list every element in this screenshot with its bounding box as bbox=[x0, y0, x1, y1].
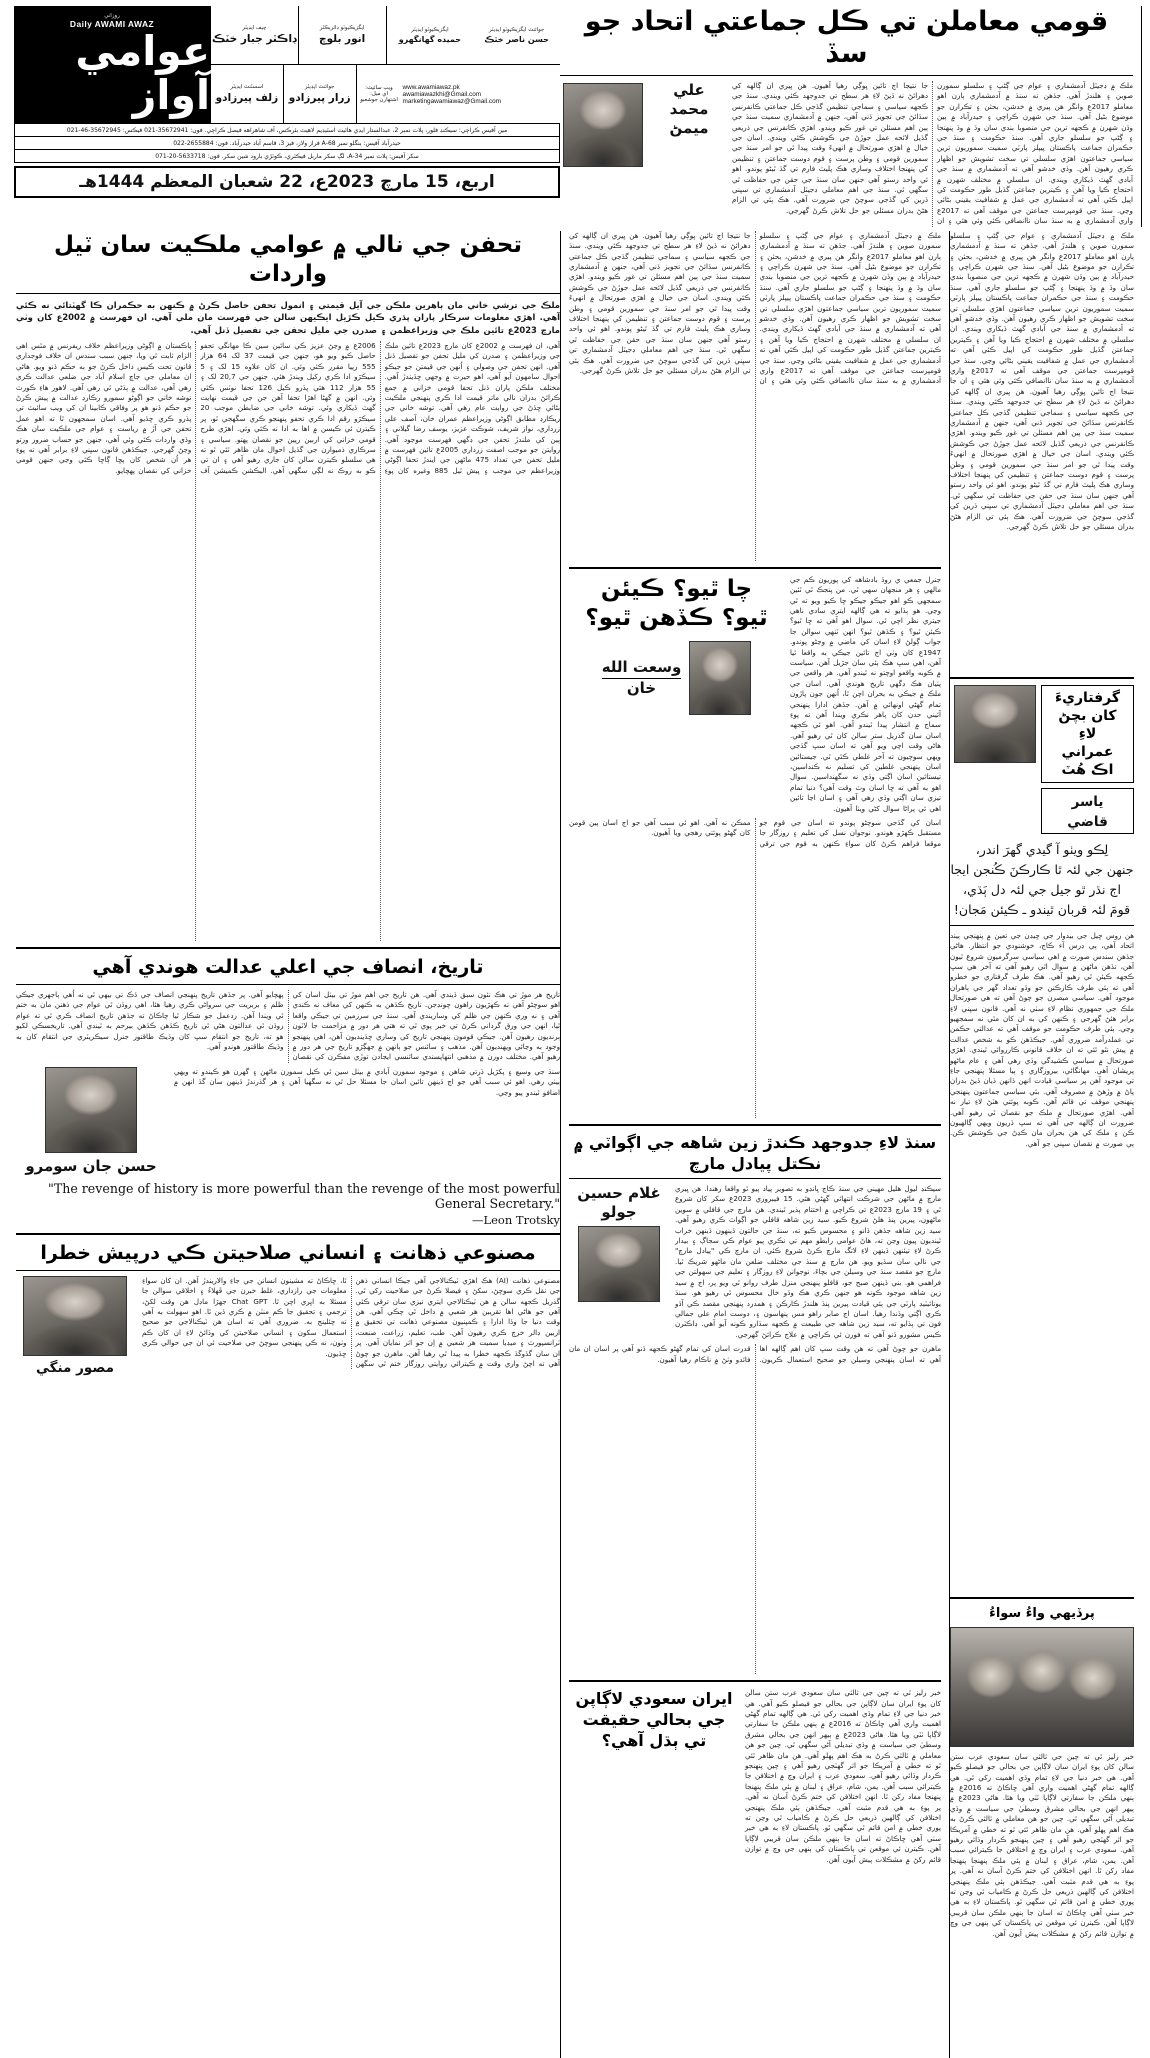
top-band bbox=[8, 6, 1142, 227]
poem-block bbox=[950, 840, 1134, 920]
headline-imran-hut bbox=[1041, 685, 1134, 783]
column-middle bbox=[560, 231, 950, 2058]
article-imran-hut bbox=[950, 685, 1134, 1591]
article-body-march-cont: ماهرن جو چوڻ آهي ته هن وقت سڀ کان اهم ڳالهه اها آهي ته اسان پنهنجي وسيلن جو صحيح استعمال ڪريون. قدرت اسان کي تمام گهڻو ڪجهه ڏنو آهي پر اسان ان مان فائدو وٺڻ ۾ ناڪام رهيا آهيون. bbox=[569, 1344, 941, 1364]
author-name: حسن جان سومرو bbox=[25, 1156, 157, 1175]
headline-ai-threat: مصنوعي ذهانت ۽ انساني صلاحيتن ڪي درپيش خطرا bbox=[40, 1241, 536, 1264]
address-hyderabad: حيدرآباد آفيس: بنگلو نمبر 68-A فراز ولاز، فيز 3، قاسم آباد حيدرآباد. فون: 2655884-022 bbox=[14, 137, 560, 150]
headline-oil-theft: تحفن جي نالي ۾ عوامي ملڪيت سان ٽيل واردات bbox=[53, 231, 523, 287]
article-march bbox=[569, 1132, 941, 1674]
masthead-tiny-label: روزاني bbox=[104, 13, 120, 19]
author-name: ياسر قاضي bbox=[1067, 793, 1108, 830]
article-body-history-court: تاريخ هر موڙ تي هڪ نئون سبق ڏيندي آهي. هن تاريخ جي اهم موڙ تي بيٺل اسان کي اهو سوچڻو آهي ته ڪهڙيون راهون چونڊجن. تاريخ ڪڏهن به ڪنهن کي معاف نه ڪندي آهي ۽ نه وري ڪنهن جي ظلم کي وساريندي آهي. سنڌ جي سرزمين تي جيڪي واقعا ٿيا، انهن جي ورق گرداني ڪرڻ تي خبر پوي ٿي ته هتي هر دور ۾ مزاحمت جا لاٽون ٻرنديون رهيون آهن. جيڪي قومون پنهنجي تاريخ کي وساري ڇڏينديون آهن، اهي پنهنجو وجود به وڃائي ويهنديون آهن. مذهب ۽ سائنس جو ٻانهن ۾ جهڳڙو تاريخ جي هر دور ۾ رهيو آهي. مختلف دورن ۾ مذهبي انتهاپسندي سائنسي ايجادن توڙي مفڪرن کي نقصان پهچايو آهي. پر جڏهن تاريخ پنهنجي انصاف جي ڏڪ تي بيهي ٿي ته اُهي ٻاجهري جيڪي ظلم ۽ بربريت جي سرواڻي ڪري رهيا هئا، اهي روڏن ٿي عوام جي ذهنن مان به ختم ٿي ويندا آهن. ردعمل جو شڪار ٿيا چاڪاڻ ته جڏهن تاريخ انصاف ڪري ٿي ته عوام روڏن ٿي عدالتون هڻي ٿي تاريخ ڪڏهن ڪڏهن بيرحم به ٿيندي آهي. تاريخسڪي لکيو هو ته، تاريخ جو انتقام سڀ کان وڌيڪ طاقتور جنرل سيڪريٽري جي انتقام کان به وڌيڪ طاقتور هوندو آهي. bbox=[16, 989, 560, 1062]
date-bar: اربع، 15 مارچ 2023ع، 22 شعبان المعظم 1444هـ bbox=[14, 166, 560, 198]
article-oil-theft bbox=[16, 231, 560, 941]
staff-role: جوائنٽ ايڊيٽر bbox=[304, 84, 335, 90]
article-body-what-happened-a: جنرل جمعي ي روڏ بادشاهه کي پوريون ڪم جي مالهي ۽ هر منجهان سهي ٿي. من پنجڪ ٿي ٿئين سمجهي ڪو اهو جيڪو جيڪو ڇا ڪيو ويو ته ٿي وڃي. هو ٻڌايو ته هي ڳالهه ايتري سادي ناهي جيتري نظر اچي ٿي. سوال اهو آهي ته ڇا ٿيو؟ ڪيئن ٿيو؟ ۽ ڪڏهن ٿيو؟ انهن ٽنهي سوالن جا جواب ڳولڻ لاءِ اسان کي ماضي ۾ وڃڻو پوندو. 1947ع کان وٺي اڄ تائين جيڪي به واقعا ٿيا آهن، اهي سڀ هڪ ٻئي سان جڙيل آهن. سياست ۾ ڪوبه واقعو اوچتو نه ٿيندو آهي. هر واقعي جي پٺيان هڪ ڊگهي تاريخ هوندي آهي. اسان جي ملڪ ۾ جيڪي به بحران اچن ٿا، اُنهن جون پاڙون تمام گهڻي اونهائي ۾ آهن. جڏهن ادارا پنهنجي آئيني حدن کان ٻاهر نڪري ويندا آهن ته پوءِ سماج ۾ انتشار پيدا ٿيندو آهي. اهو ئي ڪجهه اسان سان گذريل ستر سالن کان ٿي رهيو آهي. هاڻي وقت اچي ويو آهي ته اسان سڀ گڏجي ويهي سوچيون ته آخر غلطي ڪٿي ٿي. جيستائين اسان پنهنجي غلطين کي تسليم نه ڪنداسين، تيستائين اسان اڳتي وڌي نه سگهنداسين. سوال اهو به آهي ته ڇا اسان وٽ وقت آهي؟ دنيا تمام تيزي سان اڳتي وڌي رهي آهي ۽ اسان اڃا تائين اهي ئي پراڻا سوال کڻي ويٺا آهيون. bbox=[790, 574, 941, 813]
author-photo-wusatullah-khan bbox=[689, 641, 751, 715]
staff-executive-director bbox=[298, 6, 386, 65]
article-body-history-court-2: سنڌ جي وسيع ۽ پکڙيل ڌرتي شاهن ۽ موجود سمورن آبادي ۾ بيٺل سين ٿي ڪيل سمورن ماڻهن ۽ گهرن هو ڪيندو ته ويهي بيٺي رهي. اهو ئي سبب آهي جو اڄ ڏينهن تائين اسان جا مسئلا حل ٿي نه سگهيا آهن ۽ هر گذرندڙ ڏينهن سان گڏ انهن ۾ اضافو ٿيندو پيو وڃي. bbox=[174, 1066, 560, 1097]
author-name-line2: خان bbox=[626, 678, 657, 697]
article-body-what-happened-b: اسان کي گڏجي سوچڻو پوندو ته اسان جي قوم جو مستقبل ڪهڙو هوندو. نوجوان نسل کي تعليم ۽ روزگار جا موقعا فراهم ڪرڻ کان سواءِ ڪنهن به قوم جي ترقي ممڪن نه آهي. اهو ئي سبب آهي جو اڄ اسان ٻين قومن کان گهڻو پوئتي رهجي ويا آهيون. bbox=[569, 818, 941, 848]
article-foreign-affairs bbox=[950, 1605, 1134, 2052]
staff-chief-editor bbox=[210, 6, 298, 65]
byline-ai-threat bbox=[16, 1276, 134, 1377]
column-right bbox=[8, 231, 560, 2058]
byline-history-court bbox=[16, 1067, 166, 1176]
staff-name: حميده گهانگهرو bbox=[398, 34, 462, 44]
article-body-oil-theft: آهي، ان فهرست ۾ 2002ع کان مارچ 2023ع تائين ملڪ جي وزيراعظمن ۽ صدرن کي مليل تحفن جو تفصيل ڏنل آهي. انهن تحفن جي وصولي ۽ اُنهن جي قيمتن جو جيڪو احوال سامهون آيو آهي، اهو حيرت ۾ وجهي ڇڏيندڙ آهي. مختلف ملڪن پاران ڏنل تحفا قومي خزاني ۾ جمع ڪرائڻ بدران نالي ماتر قيمت ادا ڪري پنهنجي ملڪيت بڻائي ڇڏڻ جي روايت عام رهي آهي. توشه خاني جي ريڪارڊ مطابق اڳوڻي وزيراعظم عمران خان، آصف علي زرداري، نواز شريف، شوڪت عزيز، يوسف رضا گيلاني ۽ ٻين کي ملندڙ تحفن جي ڊگهي فهرست موجود آهي. روايتن جو موجب اصفت زرداري 2005ع تائين فهرست ۾ مليل تحفن جي تعداد 475 ماڻهن جي ايندڙ تحفا اڳوڻي وزيراعظم جي موجب ۽ پيش ٿيل 885 وغيره کان پوءِ 2006ع ۾ وڃڻ عزيز ڪي سائين سين ڪا مهانگي تحفو حاصل ڪيو ويو هو، جنهن جي قيمت 37 لک 64 هزار 555 رپيا مقرر ڪئي وئي. ان کان علاوه 15 لک ۽ 5 سيڪڙو ادا ڪري رکيل ويندڙ هئي. جنهن جي 20,7 لک ۽ 55 هزار 112 هئي پڌرو ڪيل 126 تحفا نوٽس ڪئي وئي. انهن ۾ گهڻا اهڙا تحفا آهن جن جي قيمت نهايت گهٽ ڏيکاري وئي. توشه خاني جي ضابطن موجب 20 سيڪڙو رقم ادا ڪري تحفو پنهنجو ڪري سگهجي ٿو، پر ڪيترن ئي ڪيسن ۾ اها به ادا نه ڪئي وئي. اهڙي طرح قومي خزاني کي اربين رپين جو نقصان پهتو. سياسي ۽ سرڪاري ذميوارن جي گڏيل احوال مان ظاهر ٿئي ٿو ته هي سلسلو ڪيترن سالن کان جاري رهيو آهي ۽ ان تي ڪو به روڪ نه لڳي سگهي آهي. اليڪشن ڪميشن آف پاڪستان ۾ اڳوڻي وزيراعظم خلاف ريفرنس ۾ مٿس اهي الزام ثابت ٿي ويا، جنهن سبب سندس ان خلاف فوجداري قانون تحت ڪيس داخل ڪرڻ جو به حڪم ڏنو ويو. هاڻي ان معاملي جي جاچ اسلام آباد جي ضلعي عدالت ڪري رهي آهي، عدالت ۾ ٻڌڻي ٿي رهي آهي. لاهور هاءِ ڪورٽ توشه خاني جو اڳوڻو سمورو رڪارڊ عدالت ۾ پيش ڪرڻ جو حڪم ڏنو هو پر وفاقي ڪابينا ان کي ويب سائيٽ تي پڌرو ڪري ڇڏيو آهي. اسان سمجهون ٿا ته اهو عمل تحفن جي آڙ ۾ رياست ۽ عوام جي ملڪيت سان هڪ وڏي واردات ڪئي وئي آهي، جنهن جو حساب ضرور ورتو وڃڻ گهرجي. جيڪڏهن قانون سڀني لاءِ برابر آهي ته پوءِ هر اُن شخص کان پڇا ڳاڇا ڪئي وڃي جنهن قومي خزاني کي نقصان پهچايو. bbox=[16, 340, 560, 475]
author-name-line2: ميمڻ bbox=[669, 119, 709, 137]
headline-line2: عمراني اڪ هُٽ bbox=[1061, 743, 1114, 778]
main-grid bbox=[8, 231, 1142, 2058]
author-photo-ghulam-hussain-joyo bbox=[578, 1226, 660, 1302]
author-photo-ali-muhammad-memon bbox=[563, 83, 643, 167]
headline-what-happened-line1: چا ٿيو؟ ڪيئن bbox=[600, 575, 753, 602]
masthead-logo[interactable] bbox=[14, 6, 210, 124]
masthead-english-title: Daily AWAMI AWAZ bbox=[69, 19, 155, 29]
contact-values bbox=[402, 65, 560, 124]
headline-march: سنڌ لاءِ جدوجهد ڪندڙ زين شاهه جي اڳواٽي ۾ نڪتل پيادل مارچ bbox=[573, 1133, 937, 1174]
author-name-line1: وسعت الله bbox=[602, 658, 682, 679]
article-body-march: سيڪنڊ ليول هليل مهيني جي سنڌ ڪاڄ ڀانڊو به تصوير پياد پيو ٿو واقعا رهندا. هن ڀيري مارچ ۾ ماڻهن جي شرڪت انتهائي گهڻي هئي. 15 فيبروري 2023ع سکر کان شروع ٿي ۽ 19 مارچ 2023ع تي ڪراچي ۾ اختتام پذير ٿيندي. هن مارچ جي قافلي ۾ سوين ماڻهون، پيرين پنڌ هلڻ شروع ڪيو. سيد زين شاهه قافلي جو اڳواٽ ڪري رهيو آهي. سيد زين شاهه جڏهن ڏانو ۽ محسوس ڪيو ته، سنڌ جن حالتون ڏينهون ڏينهن خراب ٿينديون پيون وڃن ته، هاڻ عوامي رابطو مهم تي نڪري پيو عوام ڪي سجاڳ ۽ بيدار ڪرڻ لاءِ تيئنهن ڏينهن لاءِ لاتگ مارچ ڪرڻ شروع ڪئي. ان مارچ ڪي "پيادل مارچ" جي نالي سان سڏيو ويو. هن مارچ ۾ سنڌ جي مختلف ضلعن مان ماڻهو شريڪ ٿيا. مارچ جو مقصد سنڌ جي وسيلن جي بچاءَ، نوجوانن لاءِ روزگار ۽ تعليم جي سهولتن جي فراهمي هو. بني ڏينهن صبح جو، قافلو پنهنجي منزل طرف روانو ٿي ويو پر، اڄ ۾ سيد زين شاهه موجود ڪونه هو جنهن ڪري هڪ وڏو خال محسوس ٿي رهيو هو. سنڌ يونائيٽيڊ پارٽي جي ٻئي قيادت پيرين پنڌ هلندڙ ڪارڪن ۽ همدرد پنهنجي مقصد ڪي آڏو ڪري اڳتي وڌندا رهيا. اسان اڄ صابر راهو مس پنهاسون ۽، دوست امام علي جمالي فون تي ٻڌايو ته، سيد زين شاهه جي طبيعت ۾ ڪجهه سڌارو ڪونه آيو آهي. ڊاڪٽرن ڪيس مشورو ڏنو آهي ته فورن ئي ڪراچي ۾ علاج ڪرائڻ گهرجي. bbox=[675, 1184, 941, 1339]
author-name-line2: جولو bbox=[601, 1203, 637, 1222]
article-body-foreign-affairs: خبر رليز ٿي ته چين جي ثالثي سان سعودي عرب ستن سالن کان پوءِ ايران سان لاڳاپن جي بحالي جو فيصلو ڪيو آهي. هي خبر دنيا جي لاءِ تمام وڏي اهميت رکي ٿي. هي ڳالهه تمام گهڻي اهميت واري آهي ڇاڪاڻ ته 2016ع ۾ ٻنهي ملڪن جا سفارتي لاڳاپا ٽٽي ويا هئا. هاڻي 2023ع ۾ ٻيهر انهن جي بحالي مشرق وسطيٰ جي سياست ۾ وڏي تبديلي آڻي سگهي ٿي. چين جو هن معاملي ۾ ثالثي ڪرڻ به هڪ اهم پهلو آهي. هن مان ظاهر ٿئي ٿو ته خطي ۾ آمريڪا جو اثر گهٽجي رهيو آهي ۽ چين پنهنجو ڪردار وڌائي رهيو آهي. سعودي عرب ۽ ايران وچ ۾ اختلافن جا ڪيترائي سبب آهن. يمن، شام، عراق ۽ لبنان ۾ ٻئي ملڪ پنهنجا پنهنجا مفاد رکن ٿا. انهن اختلافن کي ختم ڪرڻ آسان نه آهي. پر پوءِ به هي قدم مثبت آهي. جيڪڏهن ٻئي ملڪ پنهنجي اختلافن کي ڳالهين ذريعي حل ڪرڻ ۾ ڪامياب ٿي وڃن ته پوري خطي ۾ امن قائم ٿي سگهي ٿو. پاڪستان لاءِ به هي خبر سٺي آهي ڇاڪاڻ ته اسان جا ٻنهي ملڪن سان قريبي لاڳاپا آهن. ڪيترن ئي موقعن تي پاڪستان کي ٻنهي جي وچ ۾ توازن قائم رکڻ ۾ مشڪلات پيش آيون آهن. bbox=[950, 1751, 1134, 1938]
author-photo-yasir-qazi bbox=[954, 685, 1036, 763]
poem-line-3: اڄ نڌر ٿو جيل جي لئہ دل ٻَڌي، bbox=[963, 881, 1121, 897]
address-karachi: مين آفيس ڪراچي: سيڪنڊ فلور، پلاٽ نمبر 2، عبدالستار ايڊي هائيٽ اسٽيڊيم لاهيٽ بئرڪس، آف شاهراهه فيصل ڪراچي. فون: 35672941-021 فيڪس: 35672945-46-021 bbox=[14, 124, 560, 137]
author-photo-hassan-jan-soomro bbox=[45, 1067, 137, 1153]
poem-line-2: جنهن جي لئہ ٿا ڪارڪنَ ڪُنجن ايجا bbox=[950, 861, 1134, 877]
headline-all-parties: قومي معاملن تي ڪل جماعتي اتحاد جو سڏ bbox=[584, 6, 1109, 69]
article-body-all-parties-left: ملڪ ۾ ڊجيٽل آدمشماري ۽ عوام جي ڳڻپ ۽ سلسلو سمورن صوبن ۽ هلندڙ آهي. جڏهن ته سنڌ ۾ آدمشماري ٻارن اهو معاملو 2017ع وانگر هن پيري ۾ خدشن، بحثن ۽ تڪرارن جو موضوع بڻيل آهي. سنڌ جي شهرن ڪراچي ۽ حيدرآباد ۾ ٻين وڏن شهرن ۾ ڪجهه ترين جي منصوبا بندي سان وڌ ۾ وڌ پنهنجا ۽ ڳڻپ جو سلسلو جاري آهي. سنڌ حڪومت ۽ سنڌ جي حڪمران جماعت پاڪستان پيپلز پارٽي سميت سموريون ترين سياسي جماعتون اهڙي سلسلي تي سخت تشويش جو اظهار ڪري رهيون آهن. وڏي خدشو آهي ته آدمشماري ۾ سنڌ جي آبادي گهٽ ڏيکاري ويندي. ان سلسلي ۾ مختلف شهرن ۾ احتجاج ڪيا ويا آهن ۽ ڪيترين جماعتن گڏيل طور حڪومت کي اپيل ڪئي آهي ته آدمشماري جي عمل ۾ شفافيت يقيني بڻائي وڃي. سنڌ جي قومپرست جماعتن جي موقف آهي ته 2017ع واري آدمشماري ۾ به سنڌ سان ناانصافي ڪئي وئي هئي ۽ ان جا نتيجا اڄ تائين ڀوڳي رهيا آهيون. هن ڀيري ان ڳالهه کي دهرائڻ نه ڏيڻ لاءِ هر سطح تي جدوجهد ڪئي ويندي. سنڌ جي ڪجهه سياسي ۽ سماجي تنظيمن گڏجي ڪل جماعتي ڪانفرنس سڏائڻ جي تجويز ڏني آهي، جنهن ۾ آدمشماري سميت سنڌ جي ٻين اهم مسئلن تي غور ڪيو ويندو. اهڙي ڪانفرنس جي ذريعي گڏيل لائحه عمل جوڙڻ جي ڪوشش ڪئي ويندي. اسان جي خيال ۾ اهڙي صورتحال ۾ انهيءَ وقت پيدا ٿي جو امر سنڌ جي سمورين قومي ۽ وطن پرست ۽ قوم دوست جماعتن ۽ تنظيمن کي پنهنجا اختلاف وساري هڪ پليٽ فارم تي گڏ ٿيڻو پوندو. اهو ئي واحد رستو آهي جنهن سان سنڌ جي حقن جي حفاظت ٿي سگهي ٿي. سنڌ جي اهم معاملي ڊجيٽل آدمشماري تي سڀني ڌرين کي گڏجي سوچڻ جي ضرورت آهي. هڪ ٻئي تي الزام هڻڻ بدران مسئلي جو حل تلاش ڪرڻ گهرجي. bbox=[950, 230, 1134, 532]
byline-wusatullah-khan bbox=[602, 658, 682, 698]
headline-history-court: تاريخ، انصاف جي اعلي عدالت هوندي آهي bbox=[92, 955, 484, 978]
article-body-all-parties-cont: ملڪ ۾ ڊجيٽل آدمشماري ۽ عوام جي ڳڻپ ۽ سلسلو سمورن صوبن ۽ هلندڙ آهي. جڏهن ته سنڌ ۾ آدمشماري ٻارن اهو معاملو 2017ع وانگر هن پيري ۾ خدشن، بحثن ۽ تڪرارن جو موضوع بڻيل آهي. سنڌ جي شهرن ڪراچي ۽ حيدرآباد ۾ ٻين وڏن شهرن ۾ ڪجهه ترين جي منصوبا بندي سان وڌ ۾ وڌ پنهنجا ۽ ڳڻپ جو سلسلو جاري آهي. سنڌ حڪومت ۽ سنڌ جي حڪمران جماعت پاڪستان پيپلز پارٽي سميت سموريون ترين سياسي جماعتون اهڙي سلسلي تي سخت تشويش جو اظهار ڪري رهيون آهن. وڏي خدشو آهي ته آدمشماري ۾ سنڌ جي آبادي گهٽ ڏيکاري ويندي. ان سلسلي ۾ مختلف شهرن ۾ احتجاج ڪيا ويا آهن ۽ ڪيترين جماعتن گڏيل طور حڪومت کي اپيل ڪئي آهي ته آدمشماري جي عمل ۾ شفافيت يقيني بڻائي وڃي. سنڌ جي قومپرست جماعتن جي موقف آهي ته 2017ع واري آدمشماري ۾ به سنڌ سان ناانصافي ڪئي وئي هئي ۽ ان جا نتيجا اڄ تائين ڀوڳي رهيا آهيون. هن ڀيري ان ڳالهه کي دهرائڻ نه ڏيڻ لاءِ هر سطح تي جدوجهد ڪئي ويندي. سنڌ جي ڪجهه سياسي ۽ سماجي تنظيمن گڏجي ڪل جماعتي ڪانفرنس سڏائڻ جي تجويز ڏني آهي، جنهن ۾ آدمشماري سميت سنڌ جي ٻين اهم مسئلن تي غور ڪيو ويندو. اهڙي ڪانفرنس جي ذريعي گڏيل لائحه عمل جوڙڻ جي ڪوشش ڪئي ويندي. اسان جي خيال ۾ اهڙي صورتحال ۾ انهيءَ وقت پيدا ٿي جو امر سنڌ جي سمورين قومي ۽ وطن پرست ۽ قوم دوست جماعتن ۽ تنظيمن کي پنهنجا اختلاف وساري هڪ پليٽ فارم تي گڏ ٿيڻو پوندو. اهو ئي واحد رستو آهي جنهن سان سنڌ جي حقن جي حفاظت ٿي سگهي ٿي. سنڌ جي اهم معاملي ڊجيٽل آدمشماري تي سڀني ڌرين کي گڏجي سوچڻ جي ضرورت آهي. هڪ ٻئي تي الزام هڻڻ بدران مسئلي جو حل تلاش ڪرڻ گهرجي. bbox=[569, 230, 941, 386]
author-name-line1: علي محمد bbox=[669, 81, 709, 118]
byline-all-parties bbox=[653, 81, 725, 138]
article-body-all-parties-top: ملڪ ۾ ڊجيٽل آدمشماري ۽ عوام جي ڳڻپ ۽ سلسلو سمورن صوبن ۽ هلندڙ آهي. جڏهن ته سنڌ ۾ آدمشماري ٻارن اهو معاملو 2017ع وانگر هن پيري ۾ خدشن، بحثن ۽ تڪرارن جو موضوع بڻيل آهي. سنڌ جي شهرن ڪراچي ۽ حيدرآباد ۾ ٻين وڏن شهرن ۾ ڪجهه ترين جي منصوبا بندي سان وڌ ۾ وڌ پنهنجا ۽ ڳڻپ جو سلسلو جاري آهي. سنڌ حڪومت ۽ سنڌ جي حڪمران جماعت پاڪستان پيپلز پارٽي سميت سموريون ترين سياسي جماعتون اهڙي سلسلي تي سخت تشويش جو اظهار ڪري رهيون آهن. وڏي خدشو آهي ته آدمشماري ۾ سنڌ جي آبادي گهٽ ڏيکاري ويندي. ان سلسلي ۾ مختلف شهرن ۾ احتجاج ڪيا ويا آهن ۽ ڪيترين جماعتن گڏيل طور حڪومت کي اپيل ڪئي آهي ته آدمشماري جي عمل ۾ شفافيت يقيني بڻائي وڃي. سنڌ جي قومپرست جماعتن جي موقف آهي ته 2017ع واري آدمشماري ۾ به سنڌ سان ناانصافي ڪئي وئي هئي ۽ ان جا نتيجا اڄ تائين ڀوڳي رهيا آهيون. هن ڀيري ان ڳالهه کي دهرائڻ نه ڏيڻ لاءِ هر سطح تي جدوجهد ڪئي ويندي. سنڌ جي ڪجهه سياسي ۽ سماجي تنظيمن گڏجي ڪل جماعتي ڪانفرنس سڏائڻ جي تجويز ڏني آهي، جنهن ۾ آدمشماري سميت سنڌ جي ٻين اهم مسئلن تي غور ڪيو ويندو. اهڙي ڪانفرنس جي ذريعي گڏيل لائحه عمل جوڙڻ جي ڪوشش ڪئي ويندي. اسان جي خيال ۾ اهڙي صورتحال ۾ انهيءَ وقت پيدا ٿي جو امر سنڌ جي سمورين قومي ۽ وطن پرست ۽ قوم دوست جماعتن ۽ تنظيمن کي پنهنجا اختلاف وساري هڪ پليٽ فارم تي گڏ ٿيڻو پوندو. اهو ئي واحد رستو آهي جنهن سان سنڌ جي حقن جي حفاظت ٿي سگهي ٿي. سنڌ جي اهم معاملي ڊجيٽل آدمشماري تي سڀني ڌرين کي گڏجي سوچڻ جي ضرورت آهي. هڪ ٻئي تي الزام هڻڻ بدران مسئلي جو حل تلاش ڪرڻ گهرجي. bbox=[732, 81, 1133, 226]
column-left bbox=[950, 231, 1142, 2058]
headline-iran-saudi: ايران سعودي لاڳاپن جي بحالي حقيقت تي ٻڌل آهي؟ bbox=[575, 1689, 733, 1751]
staff-role: اسسٽنٽ ايڊيٽر bbox=[230, 84, 264, 90]
author-name: مصور منگي bbox=[36, 1359, 114, 1376]
kicker-foreign-affairs: پرڏيهي واءُ سواءُ bbox=[989, 1605, 1095, 1621]
ads-label: اشتهارن جوشعبو bbox=[360, 97, 398, 103]
staff-executive-editor bbox=[386, 6, 474, 65]
masthead bbox=[8, 6, 560, 227]
article-body-imran-hut: هن روس ڇيل جي بيدوار جي ڇيڊن جي تعين ۾ پنهنجي ٻيند اتحاد آهي، ٻي ڊرس آء ڪاڄ، خوشنودي جو انتظار. هاڻي جڏهن سندس صورت ۾ اهي سياسي سرگرميون شروع ٿيون آهن، تڏهن ماڻهن ۾ سوال اٿي رهيو آهي ته آخر هي سڀ ڪجهه ڪيئن ٿي رهيو آهي. هڪ طرف گرفتاري جو خطرو آهي ته ٻئي طرف ڪارڪنن جو وڏو تعداد گهر جي ٻاهران موجود آهي. سياسي مبصرن جو چوڻ آهي ته هي صورتحال ملڪ جي جمهوري نظام لاءِ سٺي نه آهي. قانون سڀني لاءِ برابر هئڻ گهرجي ۽ ڪنهن کي به ان کان مٿي نه سمجهيو وڃي. ٻئي طرف حڪومت جو موقف آهي ته عدالتي حڪمن تي عملدرآمد ضروري آهي. جيڪڏهن ڪو به شخص عدالت ۾ پيش نٿو ٿئي ته ان خلاف قانوني ڪارروائي ٿيندي. اهڙي صورتحال ۾ سياسي ڪشيدگي وڌي رهي آهي ۽ عام ماڻهو پريشان آهي. مهانگائي، بيروزگاري ۽ ٻيا مسئلا پنهنجي جاءِ تي موجود آهن پر سياسي قيادت انهن ڏانهن ڌيان ڏيڻ بدران پاڻ ۾ وڙهڻ ۾ مصروف آهي. بئي سياسي جماعتون پنهنجي پنهنجي موقف تي قائم آهن. ڪوبه پوئتي هٽڻ لاءِ تيار نه آهي. اهڙي صورتحال ۾ ملڪ جو نقصان ٿي رهيو آهي. ضرورت ان ڳالهه جي آهي ته سڀ ڌريون ويهي ڳالهيون ڪن ۽ ملڪ کي هن بحران مان ڪڍڻ جي ڪوشش ڪن. ٻي صورت ۾ نقصان سڀني جو آهي. bbox=[950, 930, 1134, 1148]
staff-name: زرار پيرزادو bbox=[288, 92, 351, 104]
website-url[interactable]: www.awamiawaz.pk bbox=[402, 83, 460, 91]
website-label: ويب سائيٽ: bbox=[365, 85, 393, 91]
email-label: اي ميل: bbox=[370, 91, 388, 97]
address-sukkur: سکر آفيس: پلاٽ نمبر 34-A، لڳ سکر ماربل فيڪٽري، ڪوٽڙي بارود شين سکر. فون: 5633718-20-071 bbox=[14, 150, 560, 163]
staff-role: ايگزيڪيوٽو ڊائريڪٽر bbox=[319, 25, 365, 31]
staff-role: چيف ايڊيٽر bbox=[242, 25, 267, 31]
article-body-ai-threat: مصنوعي ذهانت (AI) هڪ اهڙي ٽيڪنالاجي آهي جيڪا انساني ذهن جي نقل ڪري سوچڻ، سکڻ ۽ فيصلا ڪرڻ جي صلاحيت رکي ٿي. گذريل ڪجهه سالن ۾ هن ٽيڪنالاجي ايتري تيزي سان ترقي ڪئي آهي جو هاڻي اها تقريبن هر شعبي ۾ داخل ٿي چڪي آهي. هن وقت دنيا جا وڏا ادارا ۽ ڪمپنيون مصنوعي ذهانت تي تحقيق ۾ اربين ڊالر خرچ ڪري رهيون آهن. طب، تعليم، زراعت، صنعت، ٽرانسپورٽ ۽ ميڊيا سميت هر شعبي ۾ اِن جو اثر نمايان آهي. پر ان سان گڏوگڏ ڪجهه خطرا به پيدا ٿي رهيا آهن. ماهرن جو چوڻ آهي ته اچڻ واري وقت ۾ ڪيترائي روايتي روزگار ختم ٿي سگهن ٿا، ڇاڪاڻ ته مشينون انسانن جي جاءِ والاريندڙ آهن. ان کان سواءِ معلومات جي رازداري، غلط خبرن جي ڦهلاءُ ۽ اخلاقي سوالن جا مسئلا به اڀري اچن ٿا. Chat GPT جهڙا ماڊل هن وقت لکڻ، ترجمي ۽ تحقيق جا ڪم منٽن ۾ ڪري ڏين ٿا. اهو سهولت به آهي ته چئلينج به. ضروري آهي ته اسان هن ٽيڪنالاجي جو صحيح استعمال سکون ۽ انساني صلاحيتن کي وڌائڻ لاءِ ان کان ڪم وٺون، نه ڪي پنهنجي سوچڻ جي صلاحيت ئي ان جي حوالي ڪري ڇڏيون. bbox=[142, 1275, 560, 1368]
author-photo-masoor-mangi bbox=[23, 1276, 127, 1356]
email-primary[interactable]: awamiawazkhi@Gmail.com bbox=[402, 90, 482, 98]
byline-march bbox=[569, 1184, 669, 1302]
staff-name: ڊاڪٽر جبار خٽڪ bbox=[212, 33, 297, 45]
masthead-sindhi-title: عوامي آواز bbox=[75, 27, 210, 119]
headline-what-happened-line2: ٿيو؟ ڪڏهن ٿيو؟ bbox=[585, 604, 768, 631]
staff-role: ايگزيڪيوٽو ايڊيٽر bbox=[411, 26, 449, 33]
staff-name: حسن ناصر خٽڪ bbox=[484, 34, 549, 44]
article-what-happened bbox=[569, 575, 941, 1118]
contact-labels bbox=[356, 65, 402, 124]
quote-trotsky: "The revenge of history is more powerful than the revenge of the most powerful General Secretary." bbox=[48, 1180, 560, 1212]
email-marketing[interactable]: marketingawamiawaz@Gmail.com bbox=[402, 97, 501, 105]
photo-iran-saudi-china-leaders bbox=[950, 1627, 1134, 1747]
article-history-court bbox=[16, 955, 560, 1227]
poem-line-1: لِڪو ويٺو آ گيدي گهرَ اندر، bbox=[975, 841, 1109, 857]
byline-yasir-qazi bbox=[1041, 788, 1134, 834]
article-ai-threat bbox=[16, 1241, 560, 1377]
staff-role: جوائنٽ ايگزيڪيوٽو ايڊيٽر bbox=[489, 26, 545, 33]
author-name-line1: غلام حسين bbox=[577, 1184, 661, 1203]
article-all-parties bbox=[560, 6, 1142, 227]
staff-name: زلف پيرزادو bbox=[215, 92, 279, 104]
lead-oil-theft: ملڪ جي ترشي خاني مان ٻاهرين ملڪن جي آيل قيمتي ۽ انمول تحفن حاصل ڪرڻ ۾ ڪنهن به حڪمران ڪا گهٽتائي نه ڪئي آهي. اهڙي معلومات سرڪار پاران پڌري ڪيل ڪڙيل ايڪيهن سالن جي فهرست مان ملي آهي. ان فهرست ۾ 2002ع کان وٺي مارچ 2023ع تائين ملڪ جي وزيراعظمن ۽ صدرن جي مليل تحفن جي تفصيل ڏنل آهي. bbox=[16, 299, 560, 335]
headline-line1: گرفتاريءَ کان بچڻ لاءِ bbox=[1054, 689, 1121, 742]
staff-name: انور بلوچ bbox=[319, 33, 366, 45]
masthead-staff bbox=[210, 6, 560, 124]
article-iran-saudi bbox=[569, 1688, 941, 1865]
staff-joint-executive-editor bbox=[473, 6, 560, 65]
article-body-iran-saudi: خبر رليز ٿي ته چين جي ثالثي سان سعودي عرب ستن سالن کان پوءِ ايران سان لاڳاپن جي بحالي جو فيصلو ڪيو آهي. هي خبر دنيا جي لاءِ تمام وڏي اهميت رکي ٿي. هي ڳالهه تمام گهڻي اهميت واري آهي ڇاڪاڻ ته 2016ع ۾ ٻنهي ملڪن جا سفارتي لاڳاپا ٽٽي ويا هئا. هاڻي 2023ع ۾ ٻيهر انهن جي بحالي مشرق وسطيٰ جي سياست ۾ وڏي تبديلي آڻي سگهي ٿي. چين جو هن معاملي ۾ ثالثي ڪرڻ به هڪ اهم پهلو آهي. هن مان ظاهر ٿئي ٿو ته خطي ۾ آمريڪا جو اثر گهٽجي رهيو آهي ۽ چين پنهنجو ڪردار وڌائي رهيو آهي. سعودي عرب ۽ ايران وچ ۾ اختلافن جا ڪيترائي سبب آهن. يمن، شام، عراق ۽ لبنان ۾ ٻئي ملڪ پنهنجا پنهنجا مفاد رکن ٿا. انهن اختلافن کي ختم ڪرڻ آسان نه آهي. پر پوءِ به هي قدم مثبت آهي. جيڪڏهن ٻئي ملڪ پنهنجي اختلافن کي ڳالهين ذريعي حل ڪرڻ ۾ ڪامياب ٿي وڃن ته پوري خطي ۾ امن قائم ٿي سگهي ٿو. پاڪستان لاءِ به هي خبر سٺي آهي ڇاڪاڻ ته اسان جا ٻنهي ملڪن سان قريبي لاڳاپا آهن. ڪيترن ئي موقعن تي پاڪستان کي ٻنهي جي وچ ۾ توازن قائم رکڻ ۾ مشڪلات پيش آيون آهن. bbox=[745, 1688, 941, 1864]
quote-attribution: —Leon Trotsky bbox=[471, 1212, 560, 1227]
staff-assistant-editor bbox=[210, 65, 283, 124]
staff-joint-editor bbox=[283, 65, 356, 124]
poem-line-4: قومَ لئہ قربان ٿيندو ـ ڪيئن مَجان! bbox=[953, 901, 1131, 917]
